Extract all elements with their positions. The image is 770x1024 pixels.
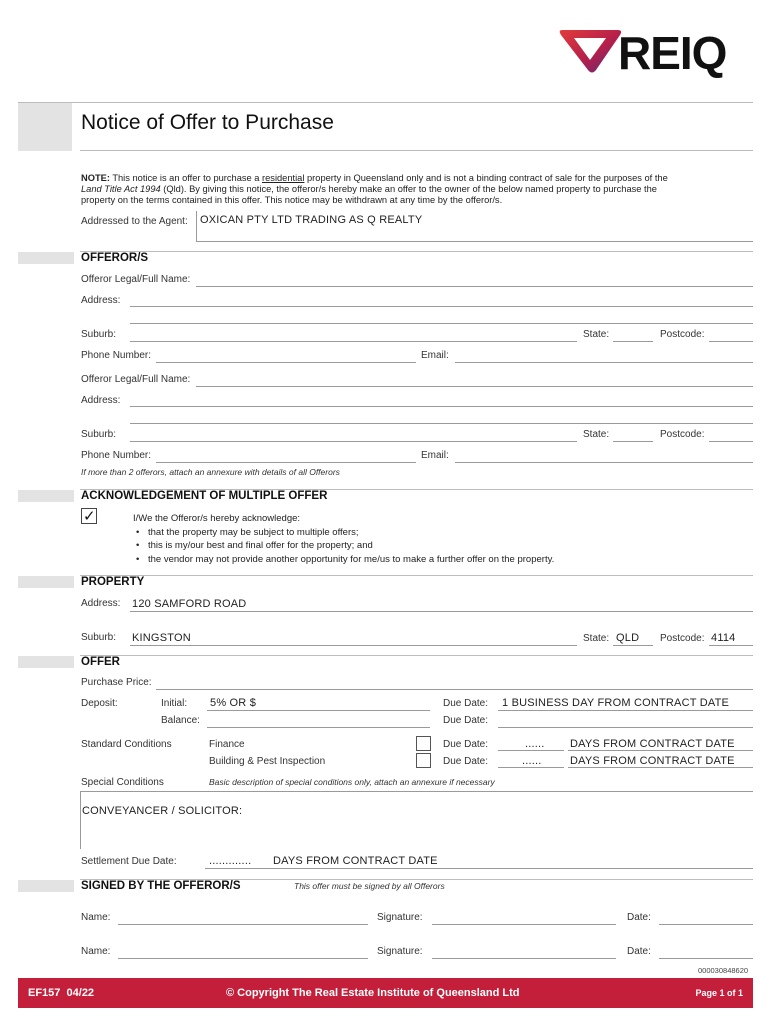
offerors-annexure-note: If more than 2 offerors, attach an annexure with details of all Offerors (81, 467, 340, 477)
property-address-label: Address: (81, 598, 121, 609)
signed-section-tab (18, 880, 74, 892)
offerors-section-rule (80, 251, 753, 252)
finance-label: Finance (209, 739, 245, 750)
ack-bullet-3: • the vendor may not provide another opportunity for me/us to make a further offer on the property. (133, 553, 554, 567)
offeror2-suburb-label: Suburb: (81, 429, 117, 440)
signer1-date-field[interactable] (659, 924, 753, 925)
balance-due-label: Due Date: (443, 715, 489, 726)
initial-due-field[interactable] (498, 710, 753, 711)
offeror1-email-label: Email: (421, 350, 449, 361)
offeror2-address-field[interactable] (130, 406, 753, 407)
building-checkbox[interactable] (416, 753, 431, 768)
note-text-1: This notice is an offer to purchase a (109, 173, 263, 183)
offeror2-postcode-field[interactable] (709, 441, 753, 442)
settlement-label: Settlement Due Date: (81, 856, 177, 867)
special-conditions-label: Special Conditions (81, 777, 164, 788)
property-section-tab (18, 576, 74, 588)
ack-bullets (133, 526, 554, 567)
balance-due-field[interactable] (498, 727, 753, 728)
offer-heading: OFFER (81, 656, 120, 668)
building-due-field[interactable] (568, 767, 753, 768)
property-postcode-label: Postcode: (660, 633, 705, 644)
signer1-date-label: Date: (627, 912, 651, 923)
offeror2-postcode-label: Postcode: (660, 429, 705, 440)
property-section-rule (80, 575, 753, 576)
finance-checkbox[interactable] (416, 736, 431, 751)
checkmark-icon: ✓ (83, 507, 96, 525)
offer-section-tab (18, 656, 74, 668)
balance-field[interactable] (207, 727, 430, 728)
settlement-field[interactable] (205, 868, 753, 869)
offeror2-address-field-2[interactable] (130, 423, 753, 424)
agent-value: OXICAN PTY LTD TRADING AS Q REALTY (200, 214, 423, 226)
offerors-section-tab (18, 252, 74, 264)
initial-label: Initial: (161, 698, 188, 709)
footer-copyright: © Copyright The Real Estate Institute of Queensland Ltd (226, 987, 520, 999)
building-days: ...... (522, 755, 542, 767)
offeror1-postcode-label: Postcode: (660, 329, 705, 340)
footer-form-code: EF157 04/22 (28, 987, 95, 999)
building-due-label: Due Date: (443, 756, 489, 767)
offeror1-state-field[interactable] (613, 341, 653, 342)
offerors-heading: OFFEROR/S (81, 252, 149, 264)
offeror2-address-label: Address: (81, 395, 121, 406)
balance-label: Balance: (161, 715, 200, 726)
signer1-signature-field[interactable] (432, 924, 616, 925)
title-divider-top (18, 102, 753, 103)
building-label: Building & Pest Inspection (209, 756, 326, 767)
signer2-date-label: Date: (627, 946, 651, 957)
offer-section-rule (80, 655, 753, 656)
offeror2-email-label: Email: (421, 450, 449, 461)
property-address-field[interactable] (130, 611, 753, 612)
signer2-name-field[interactable] (118, 958, 368, 959)
footer-bar (18, 978, 753, 1008)
offeror1-phone-field[interactable] (156, 362, 416, 363)
initial-due-value: 1 BUSINESS DAY FROM CONTRACT DATE (502, 697, 730, 709)
settlement-days: ............. (209, 855, 252, 867)
initial-field[interactable] (207, 710, 430, 711)
finance-days-field[interactable] (498, 750, 564, 751)
initial-due-label: Due Date: (443, 698, 489, 709)
ack-bullet-2: • this is my/our best and final offer for the property; and (133, 539, 554, 553)
finance-due-value: DAYS FROM CONTRACT DATE (570, 738, 735, 750)
note-paragraph (81, 173, 753, 206)
offeror2-name-field[interactable] (196, 386, 753, 387)
note-text-4: property on the terms contained in this offer. This notice may be withdrawn at any time by the offeror/s. (81, 195, 503, 205)
reiq-logo (556, 22, 756, 79)
page-title: Notice of Offer to Purchase (81, 111, 334, 134)
property-postcode-value: 4114 (711, 632, 736, 644)
offeror1-suburb-label: Suburb: (81, 329, 117, 340)
offeror1-postcode-field[interactable] (709, 341, 753, 342)
signed-heading: SIGNED BY THE OFFEROR/S (81, 880, 241, 892)
offeror1-phone-label: Phone Number: (81, 350, 152, 361)
building-due-value: DAYS FROM CONTRACT DATE (570, 755, 735, 767)
signed-note: This offer must be signed by all Offerors (294, 881, 445, 891)
note-text-3: (Qld). By giving this notice, the offeror/s hereby make an offer to the owner of the below named property to purchase the (160, 184, 657, 194)
building-days-field[interactable] (498, 767, 564, 768)
property-suburb-label: Suburb: (81, 632, 117, 643)
offeror2-name-label: Offeror Legal/Full Name: (81, 374, 191, 385)
offeror2-phone-field[interactable] (156, 462, 416, 463)
title-divider-bottom (80, 150, 753, 151)
agent-field[interactable] (196, 211, 753, 242)
settlement-value: DAYS FROM CONTRACT DATE (273, 855, 438, 867)
ack-intro: I/We the Offeror/s hereby acknowledge: (133, 513, 301, 524)
purchase-price-field[interactable] (156, 689, 753, 690)
property-postcode-field[interactable] (709, 645, 753, 646)
special-conditions-field[interactable] (80, 791, 753, 849)
deposit-label: Deposit: (81, 698, 118, 709)
offeror1-address-label: Address: (81, 295, 121, 306)
signer1-name-field[interactable] (118, 924, 368, 925)
special-conditions-value: CONVEYANCER / SOLICITOR: (82, 805, 243, 817)
signer2-date-field[interactable] (659, 958, 753, 959)
signer1-name-label: Name: (81, 912, 111, 923)
offeror2-state-label: State: (583, 429, 610, 440)
offeror2-suburb-field[interactable] (130, 441, 577, 442)
ack-bullet-1: • that the property may be subject to multiple offers; (133, 526, 554, 540)
property-state-label: State: (583, 633, 610, 644)
note-label: NOTE: (81, 173, 110, 183)
property-suburb-field[interactable] (130, 645, 577, 646)
ack-checkbox[interactable] (81, 508, 97, 524)
ack-section-tab (18, 490, 74, 502)
agent-label: Addressed to the Agent: (81, 216, 188, 227)
reiq-logo-mark-icon (556, 22, 626, 76)
title-side-block (18, 103, 72, 151)
footer-page: Page 1 of 1 (695, 988, 743, 998)
property-heading: PROPERTY (81, 576, 145, 588)
initial-value: 5% OR $ (210, 697, 257, 709)
offeror1-address-field[interactable] (130, 306, 753, 307)
property-state-value: QLD (616, 632, 640, 644)
offeror1-state-label: State: (583, 329, 610, 340)
signer2-signature-field[interactable] (432, 958, 616, 959)
finance-due-field[interactable] (568, 750, 753, 751)
offeror1-name-label: Offeror Legal/Full Name: (81, 274, 191, 285)
ack-heading: ACKNOWLEDGEMENT OF MULTIPLE OFFER (81, 490, 328, 502)
offeror1-email-field[interactable] (455, 362, 753, 363)
offeror1-address-field-2[interactable] (130, 323, 753, 324)
note-act: Land Title Act 1994 (81, 184, 161, 194)
signer2-name-label: Name: (81, 946, 111, 957)
note-text-2: property in Queensland only and is not a binding contract of sale for the purposes of the (304, 173, 668, 183)
special-conditions-hint: Basic description of special conditions only, attach an annexure if necessary (209, 777, 495, 787)
signer1-signature-label: Signature: (377, 912, 423, 923)
offeror2-email-field[interactable] (455, 462, 753, 463)
standard-conditions-label: Standard Conditions (81, 739, 172, 750)
property-state-field[interactable] (613, 645, 653, 646)
property-suburb-value: KINGSTON (132, 632, 191, 644)
offeror2-phone-label: Phone Number: (81, 450, 152, 461)
signer2-signature-label: Signature: (377, 946, 423, 957)
ack-text (133, 512, 554, 566)
finance-days: ...... (525, 738, 545, 750)
offeror2-state-field[interactable] (613, 441, 653, 442)
purchase-price-label: Purchase Price: (81, 677, 152, 688)
offeror1-suburb-field[interactable] (130, 341, 577, 342)
note-underlined: residential (262, 173, 305, 183)
document-number: 000030848620 (698, 966, 749, 975)
reiq-logo-text: REIQ (618, 27, 727, 79)
offeror1-name-field[interactable] (196, 286, 753, 287)
property-address-value: 120 SAMFORD ROAD (132, 598, 247, 610)
finance-due-label: Due Date: (443, 739, 489, 750)
